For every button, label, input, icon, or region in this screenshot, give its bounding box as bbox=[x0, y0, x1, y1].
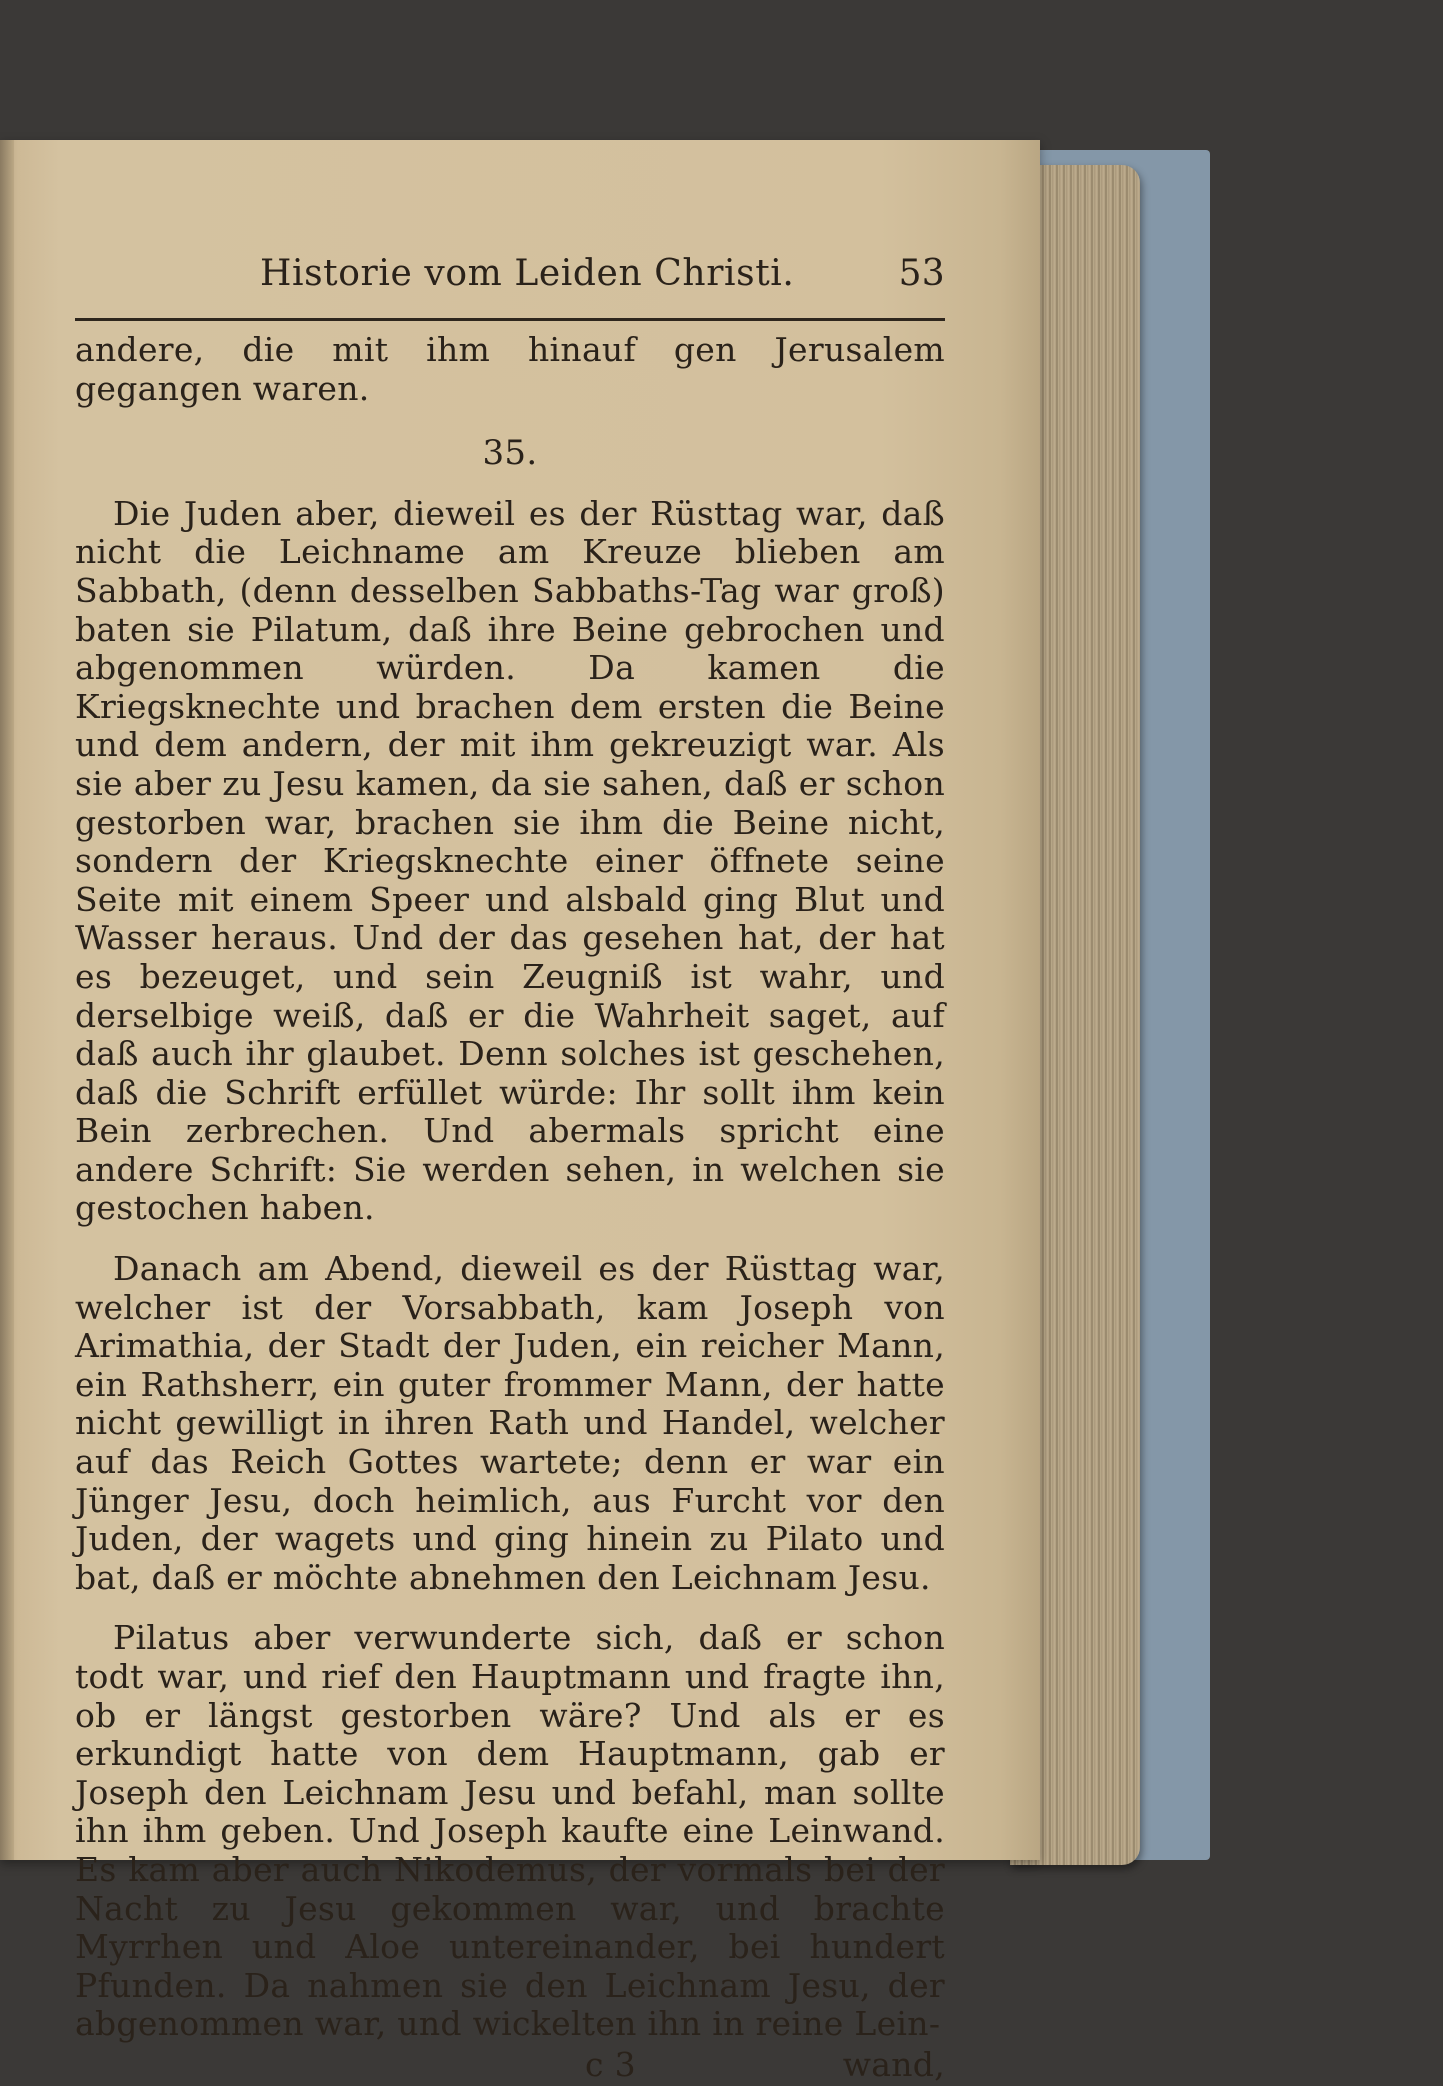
section-number: 35. bbox=[482, 433, 538, 474]
carryover-text: andere, die mit ihm hinauf gen Jerusalem gegangen waren. bbox=[75, 330, 945, 408]
signature-mark: c 3 bbox=[585, 2044, 636, 2084]
paragraph-1: Die Juden aber, dieweil es der Rüsttag war, daß nicht die Leichname am Kreuze blieben am Sabbath, (denn desselben Sabbaths-Tag war groß) baten sie Pilatum, daß ihre Beine gebrochen und abgenommen würden. Da kamen die Kriegsknechte und brachen dem ersten die Beine und dem andern, der mit ihm gekreuzigt war. Als sie aber zu Jesu kamen, da sie sahen, daß er schon gestorben war, brachen sie ihm die Beine nicht, sondern der Kriegsknechte einer öffnete seine Seite mit einem Speer und alsbald ging Blut und Wasser heraus. Und der das gesehen hat, der hat es bezeuget, und sein Zeugniß ist wahr, und derselbige weiß, daß er die Wahrheit saget, auf daß auch ihr glaubet. Denn solches ist geschehen, daß die Schrift erfüllet würde: Ihr sollt ihm kein Bein zerbrechen. Und abermals spricht eine andere Schrift: Sie werden sehen, in welchen sie gestochen haben. bbox=[75, 493, 945, 1228]
page-header bbox=[75, 255, 945, 315]
paragraph-3: Pilatus aber verwunderte sich, daß er schon todt war, und rief den Hauptmann und fragte ihn, ob er längst gestorben wäre? Und als er es erkundigt hatte von dem Hauptmann, gab er Joseph den Leichnam Jesu und befahl, man sollte ihn ihm geben. Und Joseph kaufte eine Leinwand. Es kam aber auch Nikodemus, der vormals bei der Nacht zu Jesu gekommen war, und brachte Myrrhen und Aloe untereinander, bei hundert Pfunden. Da nahmen sie den Leichnam Jesu, der abgenommen war, und wickelten ihn in reine Lein- bbox=[75, 1618, 945, 2044]
page-number: 53 bbox=[898, 253, 945, 294]
paragraph-2: Danach am Abend, dieweil es der Rüsttag war, welcher ist der Vorsabbath, kam Joseph von Arimathia, der Stadt der Juden, ein reicher Mann, ein Rathsherr, ein guter frommer Mann, der hatte nicht gewilligt in ihren Rath und Handel, welcher auf das Reich Gottes wartete; denn er war ein Jünger Jesu, doch heimlich, aus Furcht vor den Juden, der wagets und ging hinein zu Pilato und bat, daß er möchte abnehmen den Leichnam Jesu. bbox=[75, 1249, 945, 1597]
page-text-block bbox=[75, 255, 945, 2086]
page-footer bbox=[75, 2046, 945, 2086]
running-title: Historie vom Leiden Christi. bbox=[260, 253, 795, 294]
header-rule bbox=[75, 318, 945, 321]
page-gutter-shadow bbox=[0, 140, 14, 1860]
catchword: wand, bbox=[842, 2044, 945, 2084]
